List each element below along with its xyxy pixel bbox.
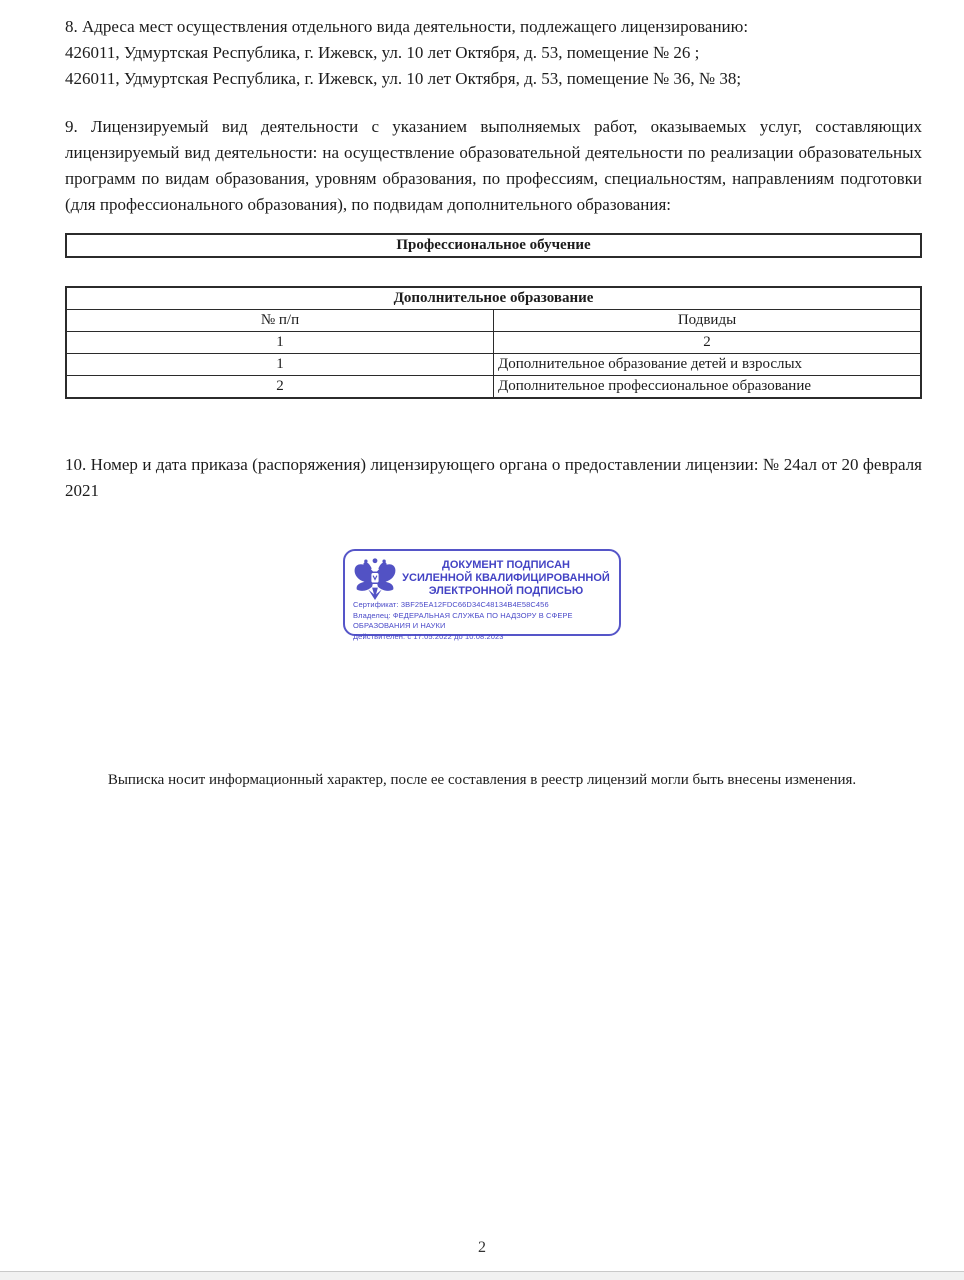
address-line: 426011, Удмуртская Республика, г. Ижевск, ул. 10 лет Октября, д. 53, помещение № 26 ; [65, 43, 700, 62]
stamp-title-line-3: ЭЛЕКТРОННОЙ ПОДПИСЬЮ [428, 585, 584, 597]
row-subtype: Дополнительное профессиональное образование [494, 376, 922, 399]
professional-training-title: Профессиональное обучение [66, 234, 921, 257]
page-number: 2 [478, 1239, 486, 1256]
additional-education-table [65, 286, 922, 399]
table-row [66, 354, 921, 376]
informational-note: Выписка носит информационный характер, после ее составления в реестр лицензий могли быть внесены изменения. [107, 772, 857, 788]
digital-signature-stamp [343, 549, 621, 641]
stamp-title [401, 555, 611, 598]
stamp-header [345, 551, 619, 606]
stamp-title-line-1: ДОКУМЕНТ ПОДПИСАН [442, 559, 570, 571]
table-header-row [66, 310, 921, 332]
stamp-validity: Действителен: с 17.05.2022 до 10.08.2023 [353, 631, 504, 641]
professional-training-table [65, 233, 922, 258]
section-10-order-info: 10. Номер и дата приказа (распоряжения) лицензирующего органа о предоставлении лицензии: № 24ал от 20 февраля 2021 [65, 455, 922, 500]
row-number: 1 [66, 354, 494, 376]
section-8-addresses [65, 14, 922, 92]
stamp-title-line-2: УСИЛЕННОЙ КВАЛИФИЦИРОВАННОЙ [402, 572, 610, 584]
additional-education-title: Дополнительное образование [66, 287, 921, 310]
section-9-activity-description: 9. Лицензируемый вид деятельности с указанием выполняемых работ, оказываемых услуг, составляющих лицензируемый вид деятельности: на осуществление образовательной деятельности по реализации образовательных программ по видам образования, уровням образования, по профессиям, специальностям, направлениям подготовки (для профессионального образования), по подвидам дополнительного образования: [65, 117, 922, 214]
row-number: 2 [66, 376, 494, 399]
stamp-details [345, 600, 619, 642]
double-headed-eagle-icon [351, 555, 401, 606]
col-index-2: 2 [494, 332, 922, 354]
col-index-1: 1 [66, 332, 494, 354]
row-subtype: Дополнительное образование детей и взрослых [494, 354, 922, 376]
page-bottom-edge [0, 1271, 964, 1280]
table-title-row [66, 287, 921, 310]
col-header-number: № п/п [66, 310, 494, 332]
section-8-heading: 8. Адреса мест осуществления отдельного вида деятельности, подлежащего лицензированию: [65, 17, 749, 36]
stamp-owner: Владелец: ФЕДЕРАЛЬНАЯ СЛУЖБА ПО НАДЗОРУ В СФЕРЕ ОБРАЗОВАНИЯ И НАУКИ [353, 610, 573, 630]
stamp-certificate: Сертификат: 3BF25EA12FDC66D34C48134B4E58C456 [353, 600, 549, 609]
address-line: 426011, Удмуртская Республика, г. Ижевск, ул. 10 лет Октября, д. 53, помещение № 36, № 38; [65, 69, 742, 88]
table-row [66, 234, 921, 257]
table-row [66, 376, 921, 399]
table-index-row [66, 332, 921, 354]
col-header-subtypes: Подвиды [494, 310, 922, 332]
